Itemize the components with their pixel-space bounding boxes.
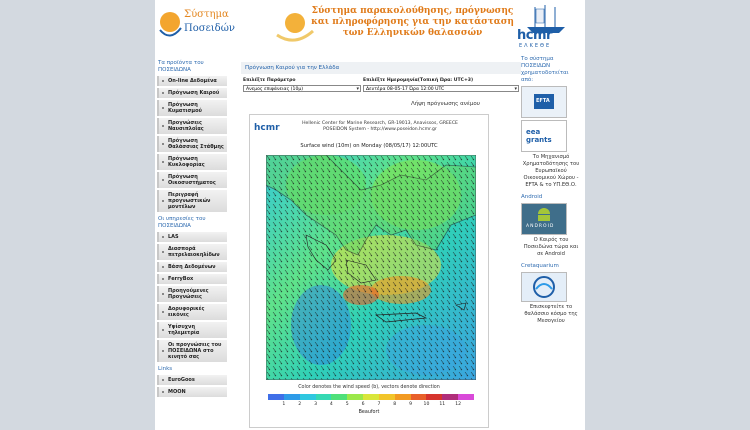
parameter-select[interactable]: Ανεμος επιφάνειας (10μ) ▾: [243, 85, 361, 92]
map-caption: Surface wind (10m) on Monday (08/05/17) 12:00UTC: [300, 143, 438, 149]
android-heading: Android: [521, 194, 543, 200]
sidebar-item-oil-spill[interactable]: Διασπορά πετρελαιοκηλίδων: [157, 244, 227, 260]
wind-map: [266, 155, 476, 380]
cretaquarium-heading: Cretaquarium: [521, 263, 559, 269]
colorbar-tick: 2: [298, 402, 302, 407]
colorbar-tick: 1: [282, 402, 286, 407]
sidebar-item-satellite-images[interactable]: Δορυφορικές εικόνες: [157, 304, 227, 320]
colorbar-segment: [316, 394, 332, 400]
colorbar-tick: 12: [455, 402, 462, 407]
sidebar-item-previous-forecasts[interactable]: Προηγούμενες Προγνώσεις: [157, 286, 227, 302]
colorbar-tick: 10: [423, 402, 430, 407]
sidebar-item-las[interactable]: LAS: [157, 232, 227, 242]
selection-row: [243, 78, 521, 96]
colorbar-tick: 6: [361, 402, 365, 407]
page-title: Πρόγνωση Καιρού για την Ελλάδα: [241, 62, 521, 74]
map-org-line-1: Hellenic Center for Marine Research, GR-19013, Anavissos, GREECE: [302, 121, 458, 126]
colorbar-tick: 11: [439, 402, 446, 407]
colorbar-segment: [411, 394, 427, 400]
sidebar-item-ferrybox[interactable]: FerryBox: [157, 274, 227, 284]
colorbar-ticks: [268, 402, 474, 408]
parameter-label: Επιλέξτε Παράμετρο: [243, 78, 296, 83]
sidebar-item-sea-level-forecast[interactable]: Πρόγνωση Θαλάσσιας Στάθμης: [157, 136, 227, 152]
colorbar-segment: [442, 394, 458, 400]
colorbar-segment: [458, 394, 474, 400]
android-label: ANDROID: [526, 224, 555, 229]
left-sidebar: [155, 58, 229, 399]
colorbar-tick: 7: [377, 402, 381, 407]
colorbar-segment: [395, 394, 411, 400]
colorbar-segment: [284, 394, 300, 400]
links-heading: Links: [158, 366, 173, 372]
wind-forecast-download-link[interactable]: Λήψη πρόγνωσης ανέμου: [411, 101, 480, 107]
header-title-line-2: και πληροφόρησης για την κατάσταση: [311, 17, 514, 27]
sidebar-item-mobile-forecasts[interactable]: Οι προγνώσεις του ΠΟΣΕΙΔΩΝΑ στο κινητό σας: [157, 340, 227, 362]
sidebar-item-weather-forecast[interactable]: Πρόγνωση Καιρού: [157, 88, 227, 98]
right-sidebar: [521, 56, 581, 325]
sidebar-item-database[interactable]: Βάση Δεδομένων: [157, 262, 227, 272]
colorbar-segment: [426, 394, 442, 400]
colorbar-tick: 9: [409, 402, 413, 407]
map-org-line-2: POSEIDON System - http://www.poseidon.hcmr.gr: [323, 127, 437, 132]
colorbar-segment: [347, 394, 363, 400]
funding-heading: Το σύστημα ΠΟΣΕΙΔΩΝ χρηματοδοτείται από:: [521, 56, 569, 83]
eea-grants-label: eea grants: [526, 128, 552, 144]
forecast-map-image: [249, 114, 489, 428]
funding-text: Το Μηχανισμό Χρηματοδότησης του Ευρωπαϊκού Οικονομικού Χώρου - EFTA & το ΥΠ.ΕΘ.Ο.: [522, 154, 580, 188]
map-organization: [280, 121, 480, 133]
colorbar-segment: [268, 394, 284, 400]
page: [155, 0, 585, 430]
sidebar-item-navigation-forecasts[interactable]: Προγνώσεις Ναυσιπλοΐας: [157, 118, 227, 134]
eea-grants-banner[interactable]: [521, 120, 567, 152]
colorbar-tick: 8: [393, 402, 397, 407]
colorbar-tick: 3: [314, 402, 317, 407]
cretaquarium-text: Επισκεφτείτε το θαλάσσιο κόσμο της Μεσογείου: [524, 304, 578, 324]
android-text: Ο Καιρός του Ποσειδώνα τώρα και σε Android: [523, 237, 579, 257]
header: [155, 0, 585, 55]
logo-line-2: Ποσειδών: [184, 23, 235, 34]
poseidon-logo[interactable]: [157, 6, 277, 51]
date-select[interactable]: Δευτέρα 08-05-17 Ώρα 12:00 UTC ▾: [363, 85, 519, 92]
map-note: Color denotes the wind speed (b), vectors denote direction: [298, 385, 440, 390]
colorbar: [268, 394, 474, 400]
sidebar-item-online-data[interactable]: On-line Δεδομένα: [157, 76, 227, 86]
android-robot-icon: [536, 207, 552, 221]
poseidon-logo-icon: [157, 6, 183, 46]
colorbar-segment: [300, 394, 316, 400]
header-title: [305, 6, 520, 39]
main-content: [241, 62, 521, 415]
colorbar-segment: [379, 394, 395, 400]
sidebar-item-circulation-forecast[interactable]: Πρόγνωση Κυκλοφορίας: [157, 154, 227, 170]
sidebar-item-ecosystem-forecast[interactable]: Πρόγνωση Οικοσυστήματος: [157, 172, 227, 188]
colorbar-label: Beaufort: [358, 410, 380, 415]
products-heading: Τα προϊόντα του ΠΟΣΕΙΔΩΝΑ: [158, 60, 204, 73]
header-title-line-3: των Ελληνικών θαλασσών: [342, 28, 483, 38]
colorbar-tick: 5: [345, 402, 349, 407]
android-banner[interactable]: [521, 203, 567, 235]
hcmr-logo[interactable]: hcmr: [517, 28, 552, 43]
date-label: Επιλέξτε Ημερομηνία(Τοπική Ώρα: UTC+3): [363, 78, 474, 83]
sidebar-item-eurogoos[interactable]: EuroGoos: [157, 375, 227, 385]
colorbar-tick: 4: [329, 402, 333, 407]
hcmr-subtitle: ΕΛΚΕΘΕ: [519, 43, 552, 49]
sidebar-item-models-description[interactable]: Περιγραφή προγνωστικών μοντέλων: [157, 190, 227, 212]
sidebar-item-moon[interactable]: MOON: [157, 387, 227, 397]
sidebar-item-wave-forecast[interactable]: Πρόγνωση Κυματισμού: [157, 100, 227, 116]
header-title-line-1: Σύστημα παρακολούθησης, πρόγνωσης: [311, 6, 514, 16]
colorbar-segment: [331, 394, 347, 400]
services-heading: Οι υπηρεσίες του ΠΟΣΕΙΔΩΝΑ: [158, 216, 206, 229]
cretaquarium-banner[interactable]: [521, 272, 567, 302]
cretaquarium-logo-icon: [530, 275, 558, 299]
efta-label: EFTA: [536, 98, 550, 104]
map-hcmr-logo: hcmr: [254, 123, 280, 133]
efta-banner[interactable]: [521, 86, 567, 118]
logo-line-1: Σύστημα: [184, 9, 229, 20]
colorbar-segment: [363, 394, 379, 400]
sidebar-item-telemetry[interactable]: Υψίσυχνη τηλεμετρία: [157, 322, 227, 338]
